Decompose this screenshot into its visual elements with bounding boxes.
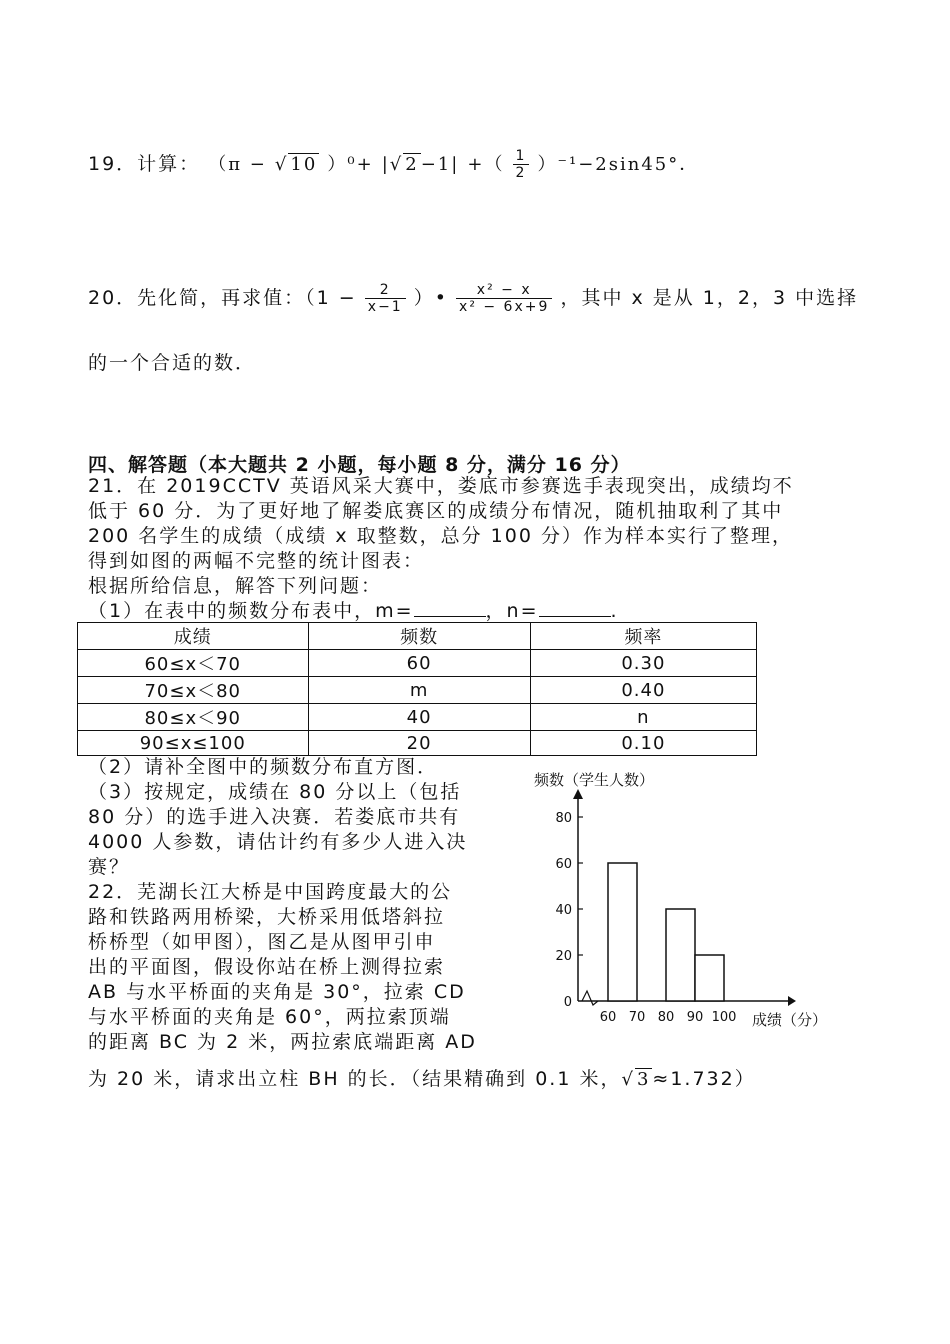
- table-cell: 80≤x＜90: [78, 704, 309, 731]
- q22-line: 的距离 BC 为 2 米，两拉索底端距离 AD: [88, 1031, 477, 1053]
- q19-abs-sqrt-arg: 2: [405, 154, 419, 176]
- q19-tail: ）⁻¹−2sin45°．: [537, 154, 700, 176]
- q20-tail: ，其中 x 是从 1，2，3 中选择: [560, 287, 859, 310]
- answer-blank-n[interactable]: [539, 616, 611, 617]
- q19-frac-num: 1: [513, 148, 530, 165]
- table-header: 频率: [530, 623, 756, 650]
- q20-fraction-1: [365, 282, 406, 315]
- q21-part-3-line: （3）按规定，成绩在 80 分以上（包括: [88, 781, 462, 803]
- q19-after-sqrt: ）⁰+: [327, 154, 374, 176]
- table-cell: 0.30: [530, 650, 756, 677]
- q22-line: 与水平桥面的夹角是 60°，两拉索顶端: [88, 1006, 451, 1028]
- question-20: [88, 282, 858, 315]
- axis-break-mark: [582, 991, 598, 1005]
- table-cell: 40: [308, 704, 530, 731]
- q19-abs-rest: −1: [420, 154, 452, 176]
- frequency-histogram: [520, 765, 850, 1045]
- frequency-table: [77, 622, 757, 756]
- table-cell: 70≤x＜80: [78, 677, 309, 704]
- table-row: [78, 731, 757, 756]
- table-header: 成绩: [78, 623, 309, 650]
- q21-line: 根据所给信息，解答下列问题：: [88, 575, 383, 597]
- q21-part-3-line: 4000 人参数，请估计约有多少人进入决: [88, 831, 468, 853]
- table-header: 频数: [308, 623, 530, 650]
- table-cell: 0.40: [530, 677, 756, 704]
- histogram-bar: [666, 909, 695, 1001]
- q22-sqrt-3: √ 3: [621, 1069, 651, 1090]
- q20-line-2: 的一个合适的数．: [88, 352, 257, 374]
- table-row: [78, 677, 757, 704]
- q20-mid: ）•: [413, 287, 448, 310]
- y-tick-label: 20: [555, 949, 572, 964]
- histogram-bar: [695, 955, 724, 1001]
- q21-part1-prefix: （1）在表中的频数分布表中，m=: [88, 600, 414, 622]
- chart-marks: [555, 789, 796, 1025]
- q21-part-3-line: 赛？: [88, 856, 131, 878]
- q22-last-prefix: 为 20 米，请求出立柱 BH 的长．（结果精确到 0.1 米，: [88, 1068, 622, 1090]
- q19-sqrt-10: √ 10: [274, 154, 318, 176]
- q19-sqrt-arg: 10: [290, 154, 318, 176]
- table-row: [78, 650, 757, 677]
- left-column-text: [88, 755, 477, 1055]
- q22-line: AB 与水平桥面的夹角是 30°，拉索 CD: [88, 981, 466, 1003]
- q21-part-1: [88, 599, 794, 624]
- q22-last-suffix: ≈1.732）: [652, 1068, 756, 1090]
- q21-part-2: （2）请补全图中的频数分布直方图．: [88, 756, 439, 778]
- y-tick-label: 80: [555, 811, 572, 826]
- q20-fraction-2: [456, 282, 552, 315]
- x-tick-label: 100: [711, 1010, 737, 1025]
- x-axis-arrow: [788, 996, 796, 1006]
- table-cell: n: [530, 704, 756, 731]
- q19-abs: |√ 2 −1|: [381, 154, 460, 176]
- histogram-bar: [608, 863, 637, 1001]
- table-row: [78, 704, 757, 731]
- q21-line: 低于 60 分．为了更好地了解娄底赛区的成绩分布情况，随机抽取利了其中: [88, 500, 784, 522]
- y-tick-label: 40: [555, 903, 572, 918]
- q21-part1-end: .: [610, 600, 619, 622]
- chart-x-axis-label: 成绩（分）: [752, 1011, 828, 1029]
- q22-line: 22．芜湖长江大桥是中国跨度最大的公: [88, 881, 453, 903]
- q19-label: 19．计算：: [88, 153, 201, 176]
- q22-line: 出的平面图，假设你站在桥上测得拉索: [88, 956, 446, 978]
- q22-sqrt-arg: 3: [636, 1069, 651, 1090]
- q19-plus: +（: [467, 154, 505, 176]
- q19-frac-den: 2: [515, 165, 527, 182]
- x-tick-label: 80: [657, 1010, 675, 1025]
- q20-frac1-num: 2: [365, 282, 406, 299]
- q21-line: 得到如图的两幅不完整的统计图表：: [88, 550, 425, 572]
- x-tick-label: 70: [628, 1010, 646, 1025]
- answer-blank-m[interactable]: [414, 616, 486, 617]
- table-header-row: [78, 623, 757, 650]
- x-tick-label: 90: [686, 1010, 704, 1025]
- q21-part1-mid: ，n=: [485, 600, 539, 622]
- q21-line: 21．在 2019CCTV 英语风采大赛中，娄底市参赛选手表现突出，成绩均不: [88, 475, 794, 497]
- table-cell: 60≤x＜70: [78, 650, 309, 677]
- q21-part-3-line: 80 分）的选手进入决赛．若娄底市共有: [88, 806, 461, 828]
- q20-label: 20．先化简，再求值：（1 −: [88, 287, 357, 310]
- question-19: [88, 148, 699, 181]
- q20-frac2-den: x² − 6x+9: [459, 299, 550, 316]
- table-cell: 20: [308, 731, 530, 756]
- table-cell: 0.10: [530, 731, 756, 756]
- q21-line: 200 名学生的成绩（成绩 x 取整数，总分 100 分）作为样本实行了整理，: [88, 525, 793, 547]
- question-21-text: [88, 474, 794, 624]
- table-cell: 60: [308, 650, 530, 677]
- x-tick-label: 60: [599, 1010, 617, 1025]
- q19-open: （π −: [208, 154, 267, 176]
- q20-frac1-den: x−1: [367, 299, 403, 316]
- q22-last-line: [88, 1067, 756, 1092]
- table-cell: m: [308, 677, 530, 704]
- q22-line: 桥桥型（如甲图），图乙是从图甲引申: [88, 931, 436, 953]
- chart-y-axis-label: 频数（学生人数）: [534, 771, 655, 789]
- q19-fraction: [513, 148, 530, 181]
- y-tick-label: 60: [555, 857, 572, 872]
- y-axis-arrow: [573, 789, 583, 799]
- q20-frac2-num: x² − x: [456, 282, 552, 299]
- table-cell: 90≤x≤100: [78, 731, 309, 756]
- y-tick-label: 0: [563, 995, 572, 1010]
- section-4-title: 四、解答题（本大题共 2 小题，每小题 8 分，满分 16 分）: [88, 454, 631, 476]
- q22-line: 路和铁路两用桥梁，大桥采用低塔斜拉: [88, 906, 446, 928]
